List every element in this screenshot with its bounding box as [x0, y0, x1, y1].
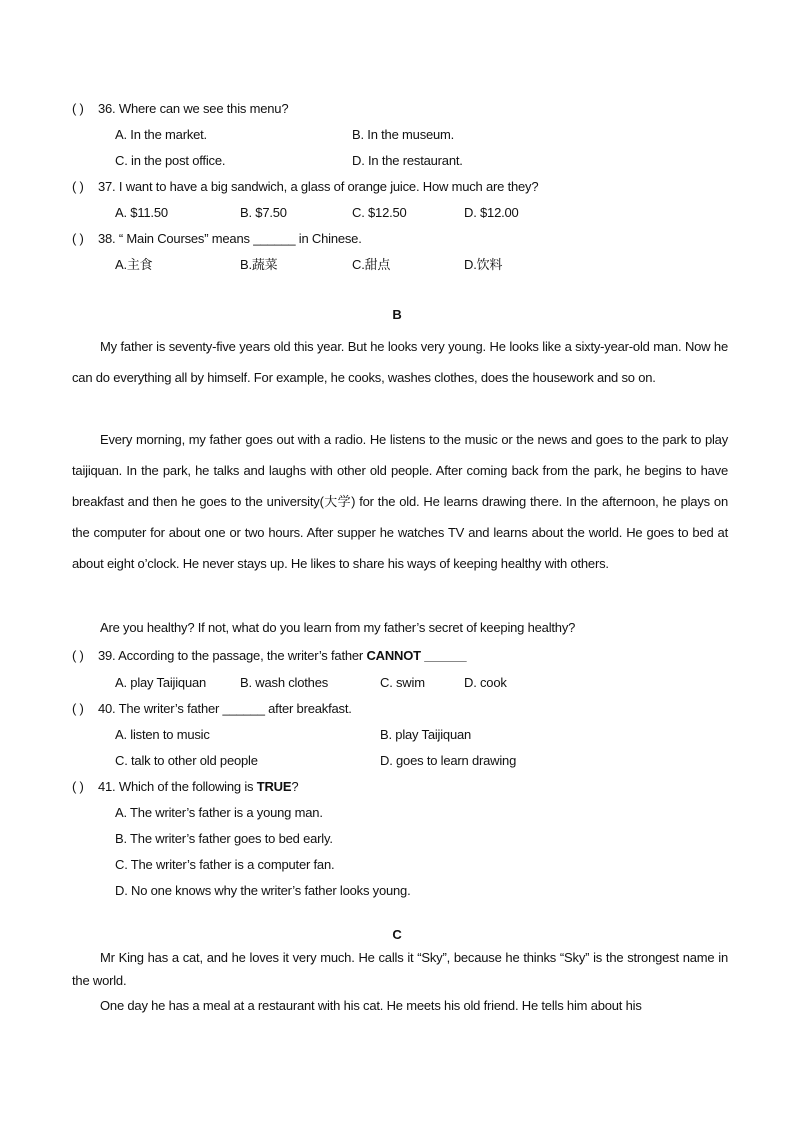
section-b-paragraph-2: Every morning, my father goes out with a radio. He listens to the music or the news and goes to the park to play taijiquan. In the park, he talks and laughs with other old people. After coming back from the park, he begins to have breakfast and then he goes to the university(大学) for the old. He learns drawing there. In the afternoon, he plays on the computer for about one or two hours. After supper he watches TV and learns about the world. He goes to bed at about eight o’clock. He never stays up. He likes to share his ways of keeping healthy with others. [72, 432, 728, 571]
q41-option-c: C. The writer’s father is a computer fan. [115, 857, 335, 872]
q40-text: 40. The writer’s father ______ after breakfast. [98, 701, 352, 716]
q41-text-end: ? [291, 779, 299, 794]
q36-option-c: C. in the post office. [115, 153, 226, 168]
q38-option-b: B.蔬菜 [240, 257, 278, 272]
q37-option-d: D. $12.00 [464, 205, 519, 220]
q39-text-main: 39. According to the passage, the writer’s father [98, 648, 367, 663]
q38-text: 38. “ Main Courses” means ______ in Chinese. [98, 231, 362, 246]
section-c-heading: C [392, 927, 402, 942]
q40-bracket[interactable]: ( ) [72, 701, 84, 716]
q36-text: 36. Where can we see this menu? [98, 101, 289, 116]
q36-bracket[interactable]: ( ) [72, 101, 84, 116]
q40-option-b: B. play Taijiquan [380, 727, 472, 742]
q41-option-b: B. The writer’s father goes to bed early. [115, 831, 333, 846]
q38-option-a: A.主食 [115, 257, 153, 272]
q37-bracket[interactable]: ( ) [72, 179, 84, 194]
section-b-heading: B [392, 307, 402, 322]
q38-option-d: D.饮料 [464, 257, 503, 272]
q41-text [98, 779, 298, 795]
section-c-paragraph-1: Mr King has a cat, and he loves it very much. He calls it “Sky”, because he thinks “Sky” is the strongest name in the world. [72, 950, 728, 988]
q38-option-c: C.甜点 [352, 257, 391, 272]
q41-option-d: D. No one knows why the writer’s father looks young. [115, 883, 411, 898]
q36-option-d: D. In the restaurant. [352, 153, 463, 168]
section-c-paragraph-2: One day he has a meal at a restaurant with his cat. He meets his old friend. He tells him about his [100, 998, 642, 1013]
q39-bracket[interactable]: ( ) [72, 648, 84, 663]
q37-text: 37. I want to have a big sandwich, a glass of orange juice. How much are they? [98, 179, 539, 194]
section-b-paragraph-3: Are you healthy? If not, what do you learn from my father’s secret of keeping healthy? [100, 620, 576, 635]
section-b-paragraph-1: My father is seventy-five years old this year. But he looks very young. He looks like a sixty-year-old man. Now he can do everything all by himself. For example, he cooks, washes clothes, does the housework and so on. [72, 339, 728, 385]
q40-option-a: A. listen to music [115, 727, 210, 742]
q39-text [98, 648, 466, 664]
q40-option-c: C. talk to other old people [115, 753, 258, 768]
q40-option-d: D. goes to learn drawing [380, 753, 517, 768]
q41-text-main: 41. Which of the following is [98, 779, 257, 794]
q41-option-a: A. The writer’s father is a young man. [115, 805, 323, 820]
q37-option-c: C. $12.50 [352, 205, 407, 220]
q39-text-emphasis: CANNOT ______ [366, 648, 467, 663]
q39-option-b: B. wash clothes [240, 675, 329, 690]
q39-option-c: C. swim [380, 675, 425, 690]
q39-option-a: A. play Taijiquan [115, 675, 207, 690]
q41-bracket[interactable]: ( ) [72, 779, 84, 794]
q37-option-a: A. $11.50 [115, 205, 168, 220]
q36-option-b: B. In the museum. [352, 127, 455, 142]
q38-bracket[interactable]: ( ) [72, 231, 84, 246]
q36-option-a: A. In the market. [115, 127, 207, 142]
q41-text-emphasis: TRUE [256, 779, 292, 794]
q39-option-d: D. cook [464, 675, 507, 690]
q37-option-b: B. $7.50 [240, 205, 287, 220]
